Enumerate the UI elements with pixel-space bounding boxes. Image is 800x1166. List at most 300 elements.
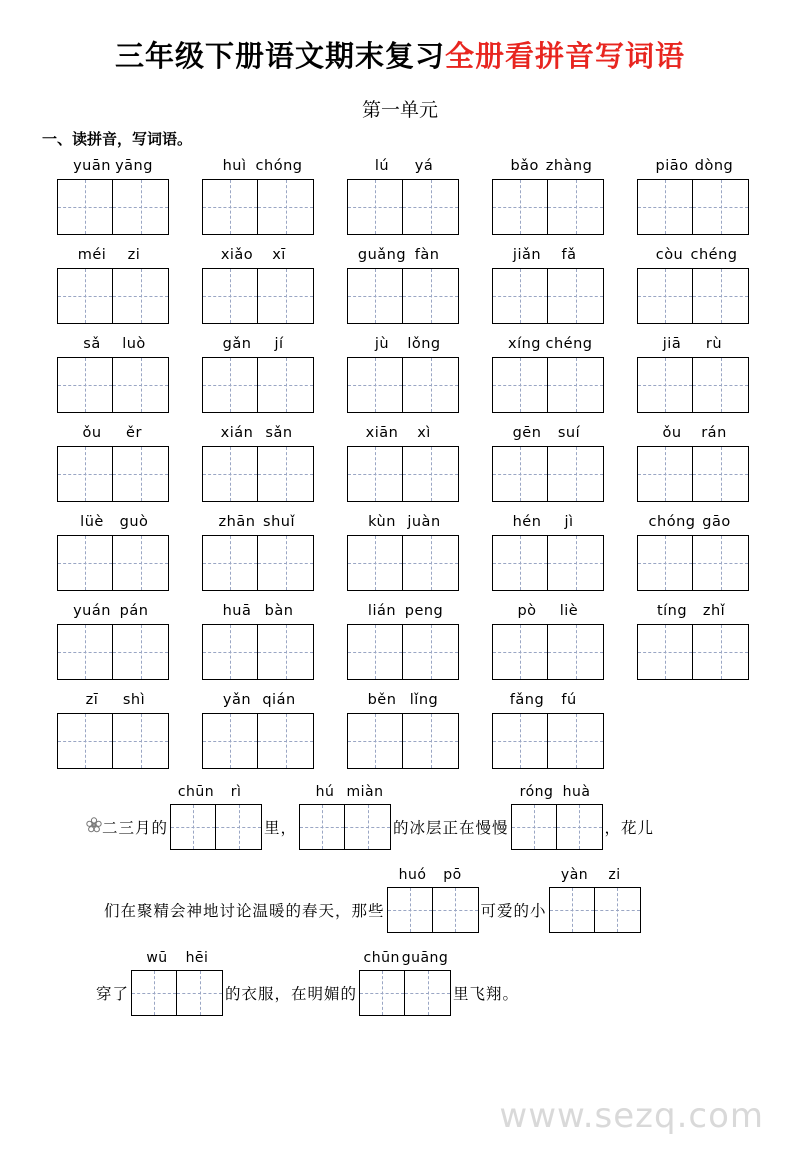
answer-boxes[interactable]	[637, 446, 749, 502]
tianzige-box[interactable]	[113, 535, 169, 591]
pinyin-syllable: ǒu	[662, 425, 682, 441]
pinyin-syllable: chéng	[545, 336, 593, 352]
pinyin-syllable: zhàng	[545, 158, 593, 174]
pinyin-syllable: chóng	[255, 158, 303, 174]
pinyin-grid-row	[42, 513, 770, 591]
pinyin-syllable: méi	[77, 247, 107, 263]
pinyin-label	[649, 246, 738, 265]
tianzige-box[interactable]	[113, 446, 169, 502]
pinyin-syllable: lüè	[80, 514, 104, 530]
word-exercise	[622, 157, 764, 235]
answer-boxes[interactable]	[299, 804, 391, 850]
pinyin-syllable: lǐng	[409, 692, 439, 708]
pinyin-label	[649, 513, 738, 532]
tianzige-box[interactable]	[511, 804, 557, 850]
tianzige-box[interactable]	[637, 446, 693, 502]
answer-boxes[interactable]	[170, 804, 262, 850]
tianzige-box[interactable]	[113, 713, 169, 769]
tianzige-box[interactable]	[258, 357, 314, 413]
pinyin-syllable: peng	[404, 603, 444, 619]
tianzige-box[interactable]	[387, 887, 433, 933]
pinyin-syllable: suí	[557, 425, 581, 441]
answer-boxes[interactable]	[359, 970, 451, 1016]
answer-boxes[interactable]	[637, 535, 749, 591]
answer-boxes[interactable]	[492, 268, 604, 324]
tianzige-box[interactable]	[492, 446, 548, 502]
word-exercise	[332, 335, 474, 413]
pinyin-syllable: ěr	[126, 425, 142, 441]
pinyin-syllable: fǎng	[509, 692, 545, 708]
pinyin-label	[71, 513, 155, 532]
word-exercise	[332, 157, 474, 235]
tianzige-box[interactable]	[492, 179, 548, 235]
sentence-text: 的衣服，在明媚的	[225, 986, 358, 1003]
tianzige-box[interactable]	[403, 713, 459, 769]
tianzige-box[interactable]	[345, 804, 391, 850]
pinyin-label	[651, 602, 735, 621]
pinyin-syllable: xián	[220, 425, 254, 441]
tianzige-box[interactable]	[113, 179, 169, 235]
word-exercise	[187, 424, 329, 502]
tianzige-box[interactable]	[347, 179, 403, 235]
word-exercise	[187, 602, 329, 680]
watermark: www.sezq.com	[499, 1096, 764, 1136]
pinyin-syllable: xiān	[365, 425, 399, 441]
tianzige-box[interactable]	[347, 268, 403, 324]
pinyin-label	[137, 949, 217, 968]
tianzige-box[interactable]	[57, 713, 113, 769]
pinyin-label	[216, 424, 300, 443]
pinyin-syllable: guò	[119, 514, 149, 530]
pinyin-syllable: gǎn	[222, 336, 252, 352]
sentence-text: 里，	[264, 820, 298, 837]
pinyin-syllable: rán	[701, 425, 727, 441]
pinyin-syllable: fàn	[414, 247, 440, 263]
tianzige-box[interactable]	[492, 624, 548, 680]
answer-boxes[interactable]	[347, 624, 459, 680]
pinyin-syllable: xī	[272, 247, 286, 263]
pinyin-syllable: chūn	[363, 950, 400, 966]
pinyin-label	[506, 246, 590, 265]
answer-boxes[interactable]	[492, 713, 604, 769]
pinyin-syllable: róng	[519, 784, 554, 800]
pinyin-syllable: chūn	[177, 784, 215, 800]
tianzige-box[interactable]	[403, 179, 459, 235]
pinyin-syllable: pò	[517, 603, 537, 619]
word-exercise	[477, 335, 619, 413]
tianzige-box[interactable]	[548, 268, 604, 324]
pinyin-syllable: yuán	[73, 603, 111, 619]
word-exercise	[187, 513, 329, 591]
pinyin-syllable: huì	[222, 158, 247, 174]
pinyin-syllable: zhǐ	[702, 603, 726, 619]
word-exercise	[187, 246, 329, 324]
pinyin-syllable: tíng	[656, 603, 688, 619]
word-exercise	[187, 335, 329, 413]
tianzige-box[interactable]	[637, 624, 693, 680]
pinyin-syllable: shì	[122, 692, 146, 708]
pinyin-syllable: běn	[367, 692, 397, 708]
tianzige-box[interactable]	[403, 357, 459, 413]
sentence-row	[38, 783, 762, 850]
tianzige-box[interactable]	[347, 713, 403, 769]
pinyin-syllable: huó	[398, 867, 427, 883]
pinyin-label	[71, 602, 155, 621]
pinyin-syllable: rù	[705, 336, 723, 352]
word-exercise	[332, 246, 474, 324]
sentence-blank	[387, 866, 479, 933]
answer-boxes[interactable]	[202, 179, 314, 235]
tianzige-box[interactable]	[693, 179, 749, 235]
pinyin-label	[651, 335, 735, 354]
pinyin-syllable: hēi	[185, 950, 209, 966]
pinyin-label	[71, 424, 155, 443]
section-heading: 一、读拼音，写词语。	[42, 132, 193, 148]
pinyin-syllable: zi	[608, 867, 621, 883]
pinyin-syllable: guǎng	[357, 247, 407, 263]
sentence-row	[38, 866, 762, 933]
tianzige-box[interactable]	[299, 804, 345, 850]
page-title-highlight: 全册看拼音写词语	[445, 41, 686, 73]
tianzige-box[interactable]	[492, 268, 548, 324]
tianzige-box[interactable]	[202, 535, 258, 591]
tianzige-box[interactable]	[347, 357, 403, 413]
unit-title: 第一单元	[361, 100, 438, 121]
tianzige-box[interactable]	[57, 624, 113, 680]
answer-boxes[interactable]	[202, 357, 314, 413]
pinyin-label	[361, 513, 445, 532]
tianzige-box[interactable]	[548, 713, 604, 769]
tianzige-box[interactable]	[548, 179, 604, 235]
pinyin-syllable: zi	[127, 247, 141, 263]
tianzige-box[interactable]	[202, 268, 258, 324]
tianzige-box[interactable]	[347, 446, 403, 502]
pinyin-syllable: chóng	[648, 514, 696, 530]
pinyin-syllable: guāng	[401, 950, 449, 966]
answer-boxes[interactable]	[387, 887, 479, 933]
tianzige-box[interactable]	[595, 887, 641, 933]
pinyin-syllable: dòng	[694, 158, 734, 174]
tianzige-box[interactable]	[549, 887, 595, 933]
tianzige-box[interactable]	[57, 268, 113, 324]
tianzige-box[interactable]	[258, 713, 314, 769]
pinyin-label	[216, 602, 300, 621]
answer-boxes[interactable]	[637, 268, 749, 324]
answer-boxes[interactable]	[492, 179, 604, 235]
pinyin-syllable: yǎn	[222, 692, 252, 708]
word-exercise	[332, 513, 474, 591]
tianzige-box[interactable]	[548, 446, 604, 502]
tianzige-box[interactable]	[403, 446, 459, 502]
answer-boxes[interactable]	[549, 887, 641, 933]
word-exercise	[622, 513, 764, 591]
tianzige-box[interactable]	[403, 624, 459, 680]
pinyin-syllable: ǒu	[82, 425, 102, 441]
answer-boxes[interactable]	[492, 446, 604, 502]
answer-boxes[interactable]	[492, 357, 604, 413]
tianzige-box[interactable]	[347, 535, 403, 591]
answer-boxes[interactable]	[57, 535, 169, 591]
word-exercise	[622, 335, 764, 413]
tianzige-box[interactable]	[347, 624, 403, 680]
pinyin-syllable: huā	[222, 603, 252, 619]
tianzige-box[interactable]	[202, 624, 258, 680]
tianzige-box[interactable]	[492, 713, 548, 769]
tianzige-box[interactable]	[202, 179, 258, 235]
tianzige-box[interactable]	[405, 970, 451, 1016]
sentence-blank	[131, 949, 223, 1016]
tianzige-box[interactable]	[693, 624, 749, 680]
pinyin-syllable: jiā	[662, 336, 682, 352]
pinyin-grid-row	[42, 424, 770, 502]
pinyin-syllable: fǎ	[561, 247, 577, 263]
word-exercise	[187, 691, 329, 769]
pinyin-syllable: juàn	[407, 514, 441, 530]
answer-boxes[interactable]	[131, 970, 223, 1016]
tianzige-box[interactable]	[57, 179, 113, 235]
tianzige-box[interactable]	[57, 446, 113, 502]
pinyin-label	[71, 335, 155, 354]
tianzige-box[interactable]	[57, 357, 113, 413]
pinyin-syllable: lú	[374, 158, 390, 174]
pinyin-grid-row	[42, 602, 770, 680]
tianzige-box[interactable]	[693, 535, 749, 591]
word-exercise	[622, 424, 764, 502]
tianzige-box[interactable]	[637, 535, 693, 591]
pinyin-syllable: yá	[414, 158, 434, 174]
pinyin-label	[506, 513, 590, 532]
pinyin-syllable: yāng	[115, 158, 153, 174]
pinyin-syllable: fú	[561, 692, 577, 708]
tianzige-box[interactable]	[693, 268, 749, 324]
tianzige-box[interactable]	[216, 804, 262, 850]
pinyin-syllable: lǒng	[407, 336, 441, 352]
tianzige-box[interactable]	[637, 268, 693, 324]
tianzige-box[interactable]	[637, 179, 693, 235]
tianzige-box[interactable]	[403, 268, 459, 324]
word-exercise	[477, 424, 619, 502]
word-exercise	[42, 602, 184, 680]
pinyin-syllable: còu	[655, 247, 684, 263]
pinyin-syllable: jì	[564, 514, 574, 530]
pinyin-grid-row	[42, 335, 770, 413]
answer-boxes[interactable]	[347, 357, 459, 413]
word-exercise	[622, 602, 764, 680]
tianzige-box[interactable]	[113, 268, 169, 324]
pinyin-syllable: rì	[230, 784, 242, 800]
answer-boxes[interactable]	[637, 179, 749, 235]
word-exercise	[42, 691, 184, 769]
word-exercise	[332, 691, 474, 769]
answer-boxes[interactable]	[202, 713, 314, 769]
tianzige-box[interactable]	[202, 713, 258, 769]
pinyin-syllable: shuǐ	[263, 514, 295, 530]
pinyin-syllable: sǎ	[83, 336, 101, 352]
word-exercise	[42, 335, 184, 413]
sentence-text: 二三月的	[102, 820, 169, 837]
sentence-text: 可爱的小	[480, 903, 547, 920]
word-exercise	[187, 157, 329, 235]
tianzige-box[interactable]	[258, 268, 314, 324]
pinyin-label	[358, 246, 448, 265]
tianzige-box[interactable]	[202, 357, 258, 413]
answer-boxes[interactable]	[347, 179, 459, 235]
pinyin-label	[361, 157, 445, 176]
answer-boxes[interactable]	[511, 804, 603, 850]
answer-boxes[interactable]	[637, 624, 749, 680]
answer-boxes[interactable]	[57, 624, 169, 680]
pinyin-grid-row	[42, 246, 770, 324]
pinyin-syllable: zī	[85, 692, 99, 708]
word-exercise	[477, 602, 619, 680]
tianzige-box[interactable]	[548, 535, 604, 591]
tianzige-box[interactable]	[492, 535, 548, 591]
answer-boxes[interactable]	[202, 446, 314, 502]
pinyin-label	[517, 783, 597, 802]
tianzige-box[interactable]	[258, 624, 314, 680]
pinyin-label	[214, 157, 303, 176]
answer-boxes[interactable]	[57, 179, 169, 235]
pinyin-syllable: xíng	[507, 336, 541, 352]
pinyin-label	[71, 691, 155, 710]
answer-boxes[interactable]	[202, 535, 314, 591]
word-exercise	[477, 513, 619, 591]
answer-boxes[interactable]	[57, 446, 169, 502]
pinyin-syllable: piāo	[655, 158, 689, 174]
pinyin-label	[555, 866, 635, 885]
pinyin-syllable: bàn	[264, 603, 294, 619]
pinyin-label	[361, 424, 445, 443]
word-exercise	[42, 157, 184, 235]
word-exercise	[477, 691, 619, 769]
sentence-blank	[549, 866, 641, 933]
pinyin-label	[504, 157, 593, 176]
sentence-exercises	[0, 783, 800, 1016]
page-title	[0, 34, 800, 75]
answer-boxes[interactable]	[57, 357, 169, 413]
tianzige-box[interactable]	[548, 357, 604, 413]
tianzige-box[interactable]	[258, 535, 314, 591]
pinyin-label	[176, 783, 256, 802]
pinyin-label	[216, 513, 300, 532]
tianzige-box[interactable]	[492, 357, 548, 413]
sentence-text: 们在聚精会神地讨论温暖的春天，那些	[104, 903, 385, 920]
pinyin-syllable: pō	[443, 867, 462, 883]
word-exercise	[622, 246, 764, 324]
pinyin-syllable: miàn	[346, 784, 384, 800]
answer-boxes[interactable]	[347, 446, 459, 502]
tianzige-box[interactable]	[113, 357, 169, 413]
tianzige-box[interactable]	[57, 535, 113, 591]
pinyin-label	[651, 157, 735, 176]
pinyin-syllable: hén	[512, 514, 542, 530]
tianzige-box[interactable]	[557, 804, 603, 850]
tianzige-box[interactable]	[403, 535, 459, 591]
pinyin-syllable: kùn	[368, 514, 396, 530]
pinyin-label	[506, 691, 590, 710]
pinyin-syllable: xiǎo	[220, 247, 254, 263]
word-exercise	[477, 246, 619, 324]
sentence-blank	[299, 783, 391, 850]
answer-boxes[interactable]	[347, 535, 459, 591]
pinyin-label	[362, 949, 449, 968]
tianzige-box[interactable]	[258, 179, 314, 235]
answer-boxes[interactable]	[347, 268, 459, 324]
pinyin-label	[361, 335, 445, 354]
pinyin-syllable: bǎo	[510, 158, 539, 174]
pinyin-syllable: qián	[262, 692, 296, 708]
pinyin-syllable: yàn	[560, 867, 589, 883]
answer-boxes[interactable]	[202, 624, 314, 680]
pinyin-syllable: yuān	[73, 158, 111, 174]
pinyin-syllable: pán	[119, 603, 149, 619]
pinyin-syllable: hú	[315, 784, 335, 800]
answer-boxes[interactable]	[202, 268, 314, 324]
word-exercise	[42, 513, 184, 591]
word-exercise	[477, 157, 619, 235]
pinyin-label	[651, 424, 735, 443]
tianzige-box[interactable]	[433, 887, 479, 933]
pinyin-syllable: huà	[562, 784, 591, 800]
sentence-text: ，花儿	[604, 820, 655, 837]
pinyin-syllable: jù	[374, 336, 390, 352]
flower-icon	[86, 817, 102, 850]
pinyin-label	[305, 783, 385, 802]
tianzige-box[interactable]	[359, 970, 405, 1016]
tianzige-box[interactable]	[693, 446, 749, 502]
pinyin-label	[506, 424, 590, 443]
answer-boxes[interactable]	[57, 713, 169, 769]
tianzige-box[interactable]	[170, 804, 216, 850]
sentence-blank	[170, 783, 262, 850]
answer-boxes[interactable]	[57, 268, 169, 324]
tianzige-box[interactable]	[548, 624, 604, 680]
tianzige-box[interactable]	[258, 446, 314, 502]
sentence-text: 的冰层正在慢慢	[393, 820, 509, 837]
answer-boxes[interactable]	[492, 624, 604, 680]
pinyin-label	[361, 691, 445, 710]
pinyin-syllable: lián	[367, 603, 397, 619]
pinyin-grid	[0, 157, 800, 769]
word-exercise	[332, 602, 474, 680]
tianzige-box[interactable]	[131, 970, 177, 1016]
pinyin-label	[216, 246, 300, 265]
answer-boxes[interactable]	[637, 357, 749, 413]
tianzige-box[interactable]	[113, 624, 169, 680]
sentence-text: 里飞翔。	[453, 986, 520, 1003]
pinyin-syllable: liè	[559, 603, 579, 619]
pinyin-label	[361, 602, 445, 621]
tianzige-box[interactable]	[177, 970, 223, 1016]
pinyin-grid-row	[42, 691, 770, 769]
pinyin-syllable: sǎn	[265, 425, 293, 441]
tianzige-box[interactable]	[693, 357, 749, 413]
pinyin-label	[216, 335, 300, 354]
sentence-text: 穿了	[96, 986, 130, 1003]
answer-boxes[interactable]	[492, 535, 604, 591]
pinyin-label	[506, 602, 590, 621]
pinyin-syllable: xì	[417, 425, 431, 441]
tianzige-box[interactable]	[637, 357, 693, 413]
sentence-row	[38, 949, 762, 1016]
answer-boxes[interactable]	[347, 713, 459, 769]
pinyin-label	[71, 246, 155, 265]
pinyin-syllable: wū	[146, 950, 168, 966]
pinyin-syllable: jí	[274, 336, 284, 352]
word-exercise	[332, 424, 474, 502]
pinyin-syllable: jiǎn	[512, 247, 542, 263]
tianzige-box[interactable]	[202, 446, 258, 502]
